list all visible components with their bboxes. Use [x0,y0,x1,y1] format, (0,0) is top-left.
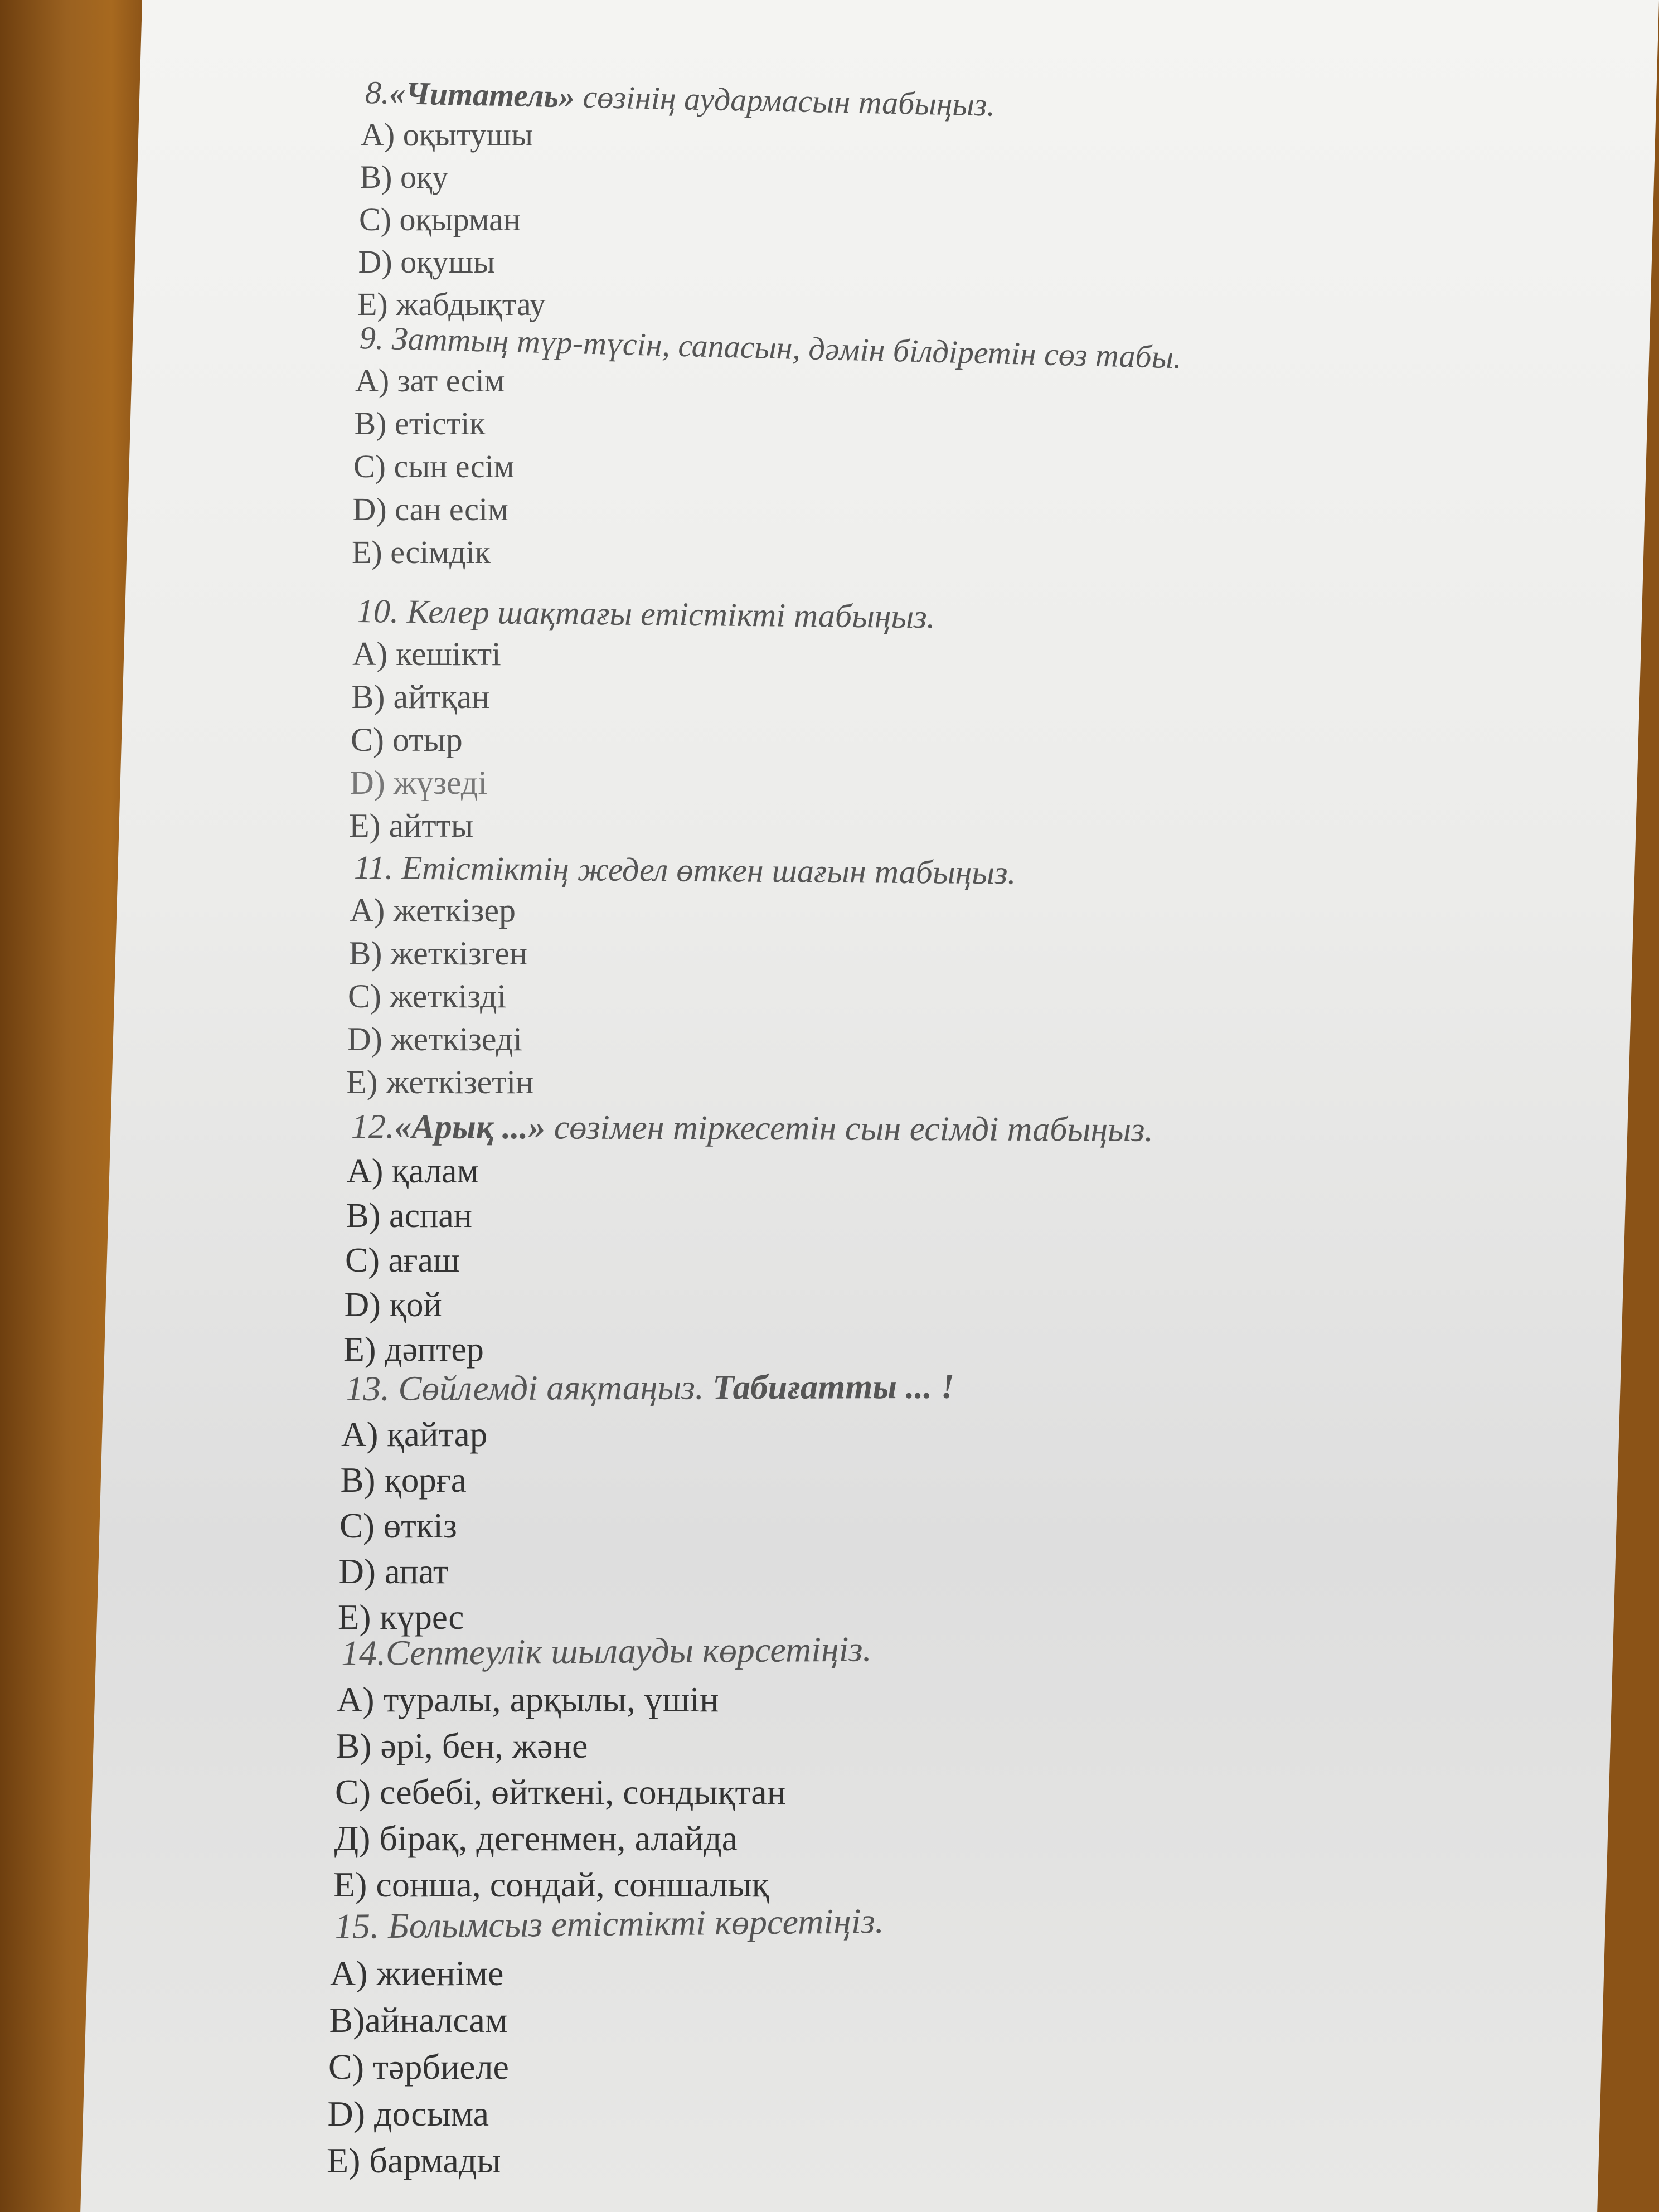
question-number: 11. [353,849,394,886]
question-keyword: «Читатель» [389,74,575,115]
answer-option: B) қорға [340,1461,467,1500]
answer-option: E) дәптер [343,1331,484,1369]
question-text: Етістіктің жедел өткен шағын табыңыз. [401,849,1016,891]
question-number: 8. [365,74,390,111]
question-number: 13. [345,1369,390,1408]
question-11 [354,847,1016,892]
answer-option: E) жабдықтау [357,286,546,322]
answer-option: C) жеткізді [348,978,507,1015]
answer-option: D) қой [344,1286,442,1324]
answer-option: E) айтты [349,807,474,844]
answer-option: A) жеткізер [350,892,516,929]
answer-option: B) айтқан [351,678,490,715]
question-spacer [399,593,408,630]
answer-option: A) зат есім [355,362,505,399]
answer-option: E) есімдік [352,534,491,570]
answer-option: B) жеткізген [348,935,528,972]
answer-option: C) өткіз [339,1506,457,1545]
answer-option: C) отыр [351,721,463,758]
question-keyword: «Арық ...» [394,1108,546,1147]
question-text: Болымсыз етістікті көрсетіңіз. [387,1901,884,1946]
answer-option: C) тәрбиеле [328,2047,509,2087]
answer-option: E) жеткізетін [346,1064,534,1100]
question-number: 12. [351,1108,395,1146]
question-spacer [379,1906,389,1946]
question-spacer [393,850,402,886]
answer-option: A) қалам [347,1152,479,1190]
question-keyword-2: Табиғатты ... ! [704,1366,955,1407]
question-number: 10. [356,593,399,630]
answer-option: D) сан есім [352,491,508,527]
question-spacer [390,1369,399,1408]
answer-option: C) себебі, өйткені, сондықтан [335,1772,786,1812]
answer-option: D) жүзеді [350,764,488,801]
question-14 [341,1629,872,1673]
answer-option: D) досыма [327,2094,489,2133]
answer-option: B) аспан [346,1197,472,1235]
answer-option: C) оқырман [359,201,521,237]
answer-option: B) оқу [360,159,449,195]
answer-option: E) сонша, сондай, соншалық [333,1865,769,1904]
answer-option: D) апат [338,1552,449,1591]
question-text: Келер шақтағы етістікті табыңыз. [406,593,935,636]
answer-option: Д) бірақ, дегенмен, алайда [334,1818,738,1858]
answer-option: E) бармады [327,2141,501,2180]
answer-option: C) ағаш [345,1241,460,1279]
question-10 [357,591,935,637]
question-spacer [384,320,392,356]
question-text: сөзінің аудармасын табыңыз. [574,78,996,123]
answer-option: D) жеткізеді [347,1021,522,1058]
question-text: Заттың түр-түсін, сапасын, дәмін білдіретін сөз табы. [391,320,1182,376]
question-number: 9. [359,319,385,357]
answer-option: A) қайтар [341,1415,488,1454]
question-text: сөзімен тіркесетін сын есімді табыңыз. [545,1108,1154,1149]
answer-option: A) жиеніме [330,1953,504,1993]
answer-option: A) туралы, арқылы, үшін [337,1680,719,1719]
question-text: Сөйлемді аяқтаңыз. [398,1367,704,1408]
answer-option: D) оқушы [358,244,496,280]
answer-option: C) сын есім [353,448,515,484]
answer-option: B) әрі, бен, және [336,1726,588,1765]
question-15 [334,1901,884,1947]
answer-option: B) етістік [354,405,486,442]
question-13 [346,1366,955,1409]
answer-option: A) кешікті [352,636,501,672]
question-number: 15. [334,1906,380,1946]
answer-option: A) оқытушы [361,117,533,153]
question-number: 14. [341,1633,386,1673]
question-text: Септеулік шылауды көрсетіңіз. [385,1629,872,1673]
question-12 [351,1107,1153,1150]
answer-option: B)айналсам [329,2000,508,2040]
answer-option: E) күрес [338,1598,464,1637]
